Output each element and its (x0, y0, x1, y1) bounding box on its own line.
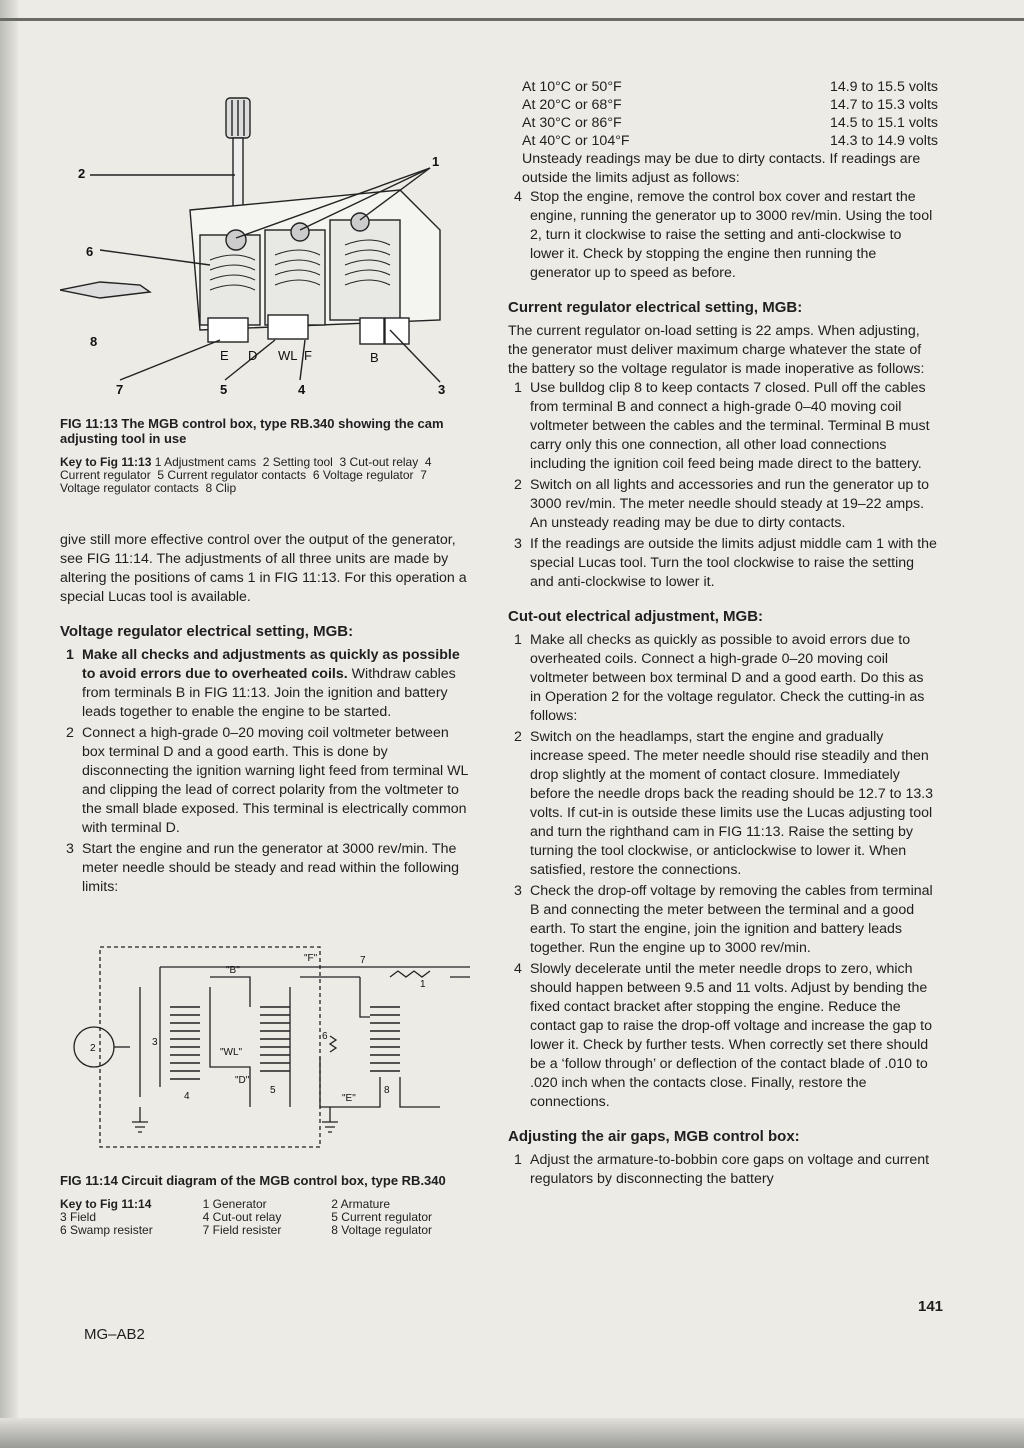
control-box-illustration (60, 60, 470, 410)
table-row (508, 78, 938, 96)
key-item: 5 Current regulator (331, 1210, 433, 1224)
list-item (508, 188, 938, 283)
key-item: 8 Clip (205, 481, 237, 495)
step-number: 2 (514, 729, 522, 745)
label-current-reg: 5 (270, 1085, 276, 1096)
label-swamp: 6 (322, 1031, 328, 1042)
terminal-F-label: F (304, 348, 312, 363)
limit-temp: At 20°C or 68°F (522, 97, 622, 113)
fig-11-14-caption: FIG 11:14 Circuit diagram of the MGB control box, type RB.340 (60, 1173, 446, 1188)
circuit-diagram (60, 927, 470, 1167)
air-gap-heading: Adjusting the air gaps, MGB control box: (508, 1128, 800, 1145)
voltage-regulator-heading: Voltage regulator electrical setting, MGB: (60, 623, 354, 640)
list-item (508, 728, 938, 880)
figure-11-13 (60, 60, 470, 410)
label-generator: 2 (90, 1043, 96, 1054)
label-armature: 1 (420, 979, 426, 990)
left-column (60, 60, 470, 1237)
table-row (508, 96, 938, 114)
air-gap-steps (508, 1151, 938, 1189)
fig-11-13-key (60, 456, 470, 495)
figure-11-14 (60, 927, 470, 1167)
voltage-steps (60, 646, 470, 897)
step-text: Withdraw cables from terminals B in FIG 11:13. Join the ignition and battery leads together to enable the engine to be started. (82, 666, 456, 720)
label-field-resister: 7 (360, 955, 366, 966)
table-row (508, 132, 938, 150)
key-item: 3 Cut-out relay (339, 455, 419, 469)
current-steps (508, 379, 938, 592)
key-item: 4 Cut-out relay (202, 1210, 282, 1224)
callout-1: 1 (432, 154, 440, 169)
key-item: 3 Field (60, 1210, 97, 1224)
list-item (508, 379, 938, 474)
step-number: 1 (66, 647, 74, 663)
callout-2: 2 (78, 166, 86, 181)
step-text: Start the engine and run the generator at 3000 rev/min. The meter needle should be steady and read within the following limits: (82, 841, 460, 895)
limit-value: 14.9 to 15.5 volts (829, 79, 938, 95)
step-text: Make all checks as quickly as possible to avoid errors due to overheated coils. Connect a high-grade 0–20 moving coil voltmeter between box terminal D and a good earth. Do this as in Operation 2 for the voltage regulator. Check the cutting-in as follows: (530, 632, 925, 724)
key-item: 4 Current regulator (60, 455, 432, 482)
list-item (60, 724, 470, 838)
cutout-heading: Cut-out electrical adjustment, MGB: (508, 608, 764, 625)
cutout-steps (508, 631, 938, 1112)
terminal-D-label: D (248, 348, 258, 363)
step-text: Switch on the headlamps, start the engine and gradually increase speed. The meter needle should rise steadily and then drop slightly at the moment of contact closure. Immediately before the needle drops back the reading should be 12.7 to 13.3 volts. If cut-in is outside these limits use the Lucas adjusting tool and turn the righthand cam in FIG 11:13. Raise the setting by turning the tool clockwise, or anticlockwise to lower it. When satisfied, restore the connections. (530, 729, 934, 878)
current-regulator-heading: Current regulator electrical setting, MGB: (508, 299, 803, 316)
step-text: Stop the engine, remove the control box cover and restart the engine, running the generator up to 3000 rev/min. Using the tool 2, turn it clockwise to raise the setting and anti-clockwise to lower it. Check by stopping the engine then running the generator up to speed as before. (530, 189, 933, 281)
terminal-E-label: E (220, 348, 229, 363)
step-number: 3 (514, 536, 522, 552)
key-item: 1 Generator (202, 1197, 267, 1211)
step-number: 4 (514, 189, 522, 205)
step-number: 3 (66, 841, 74, 857)
callout-4: 4 (298, 382, 306, 397)
key-item: 2 Setting tool (262, 455, 333, 469)
key-item: 6 Swamp resister (60, 1223, 153, 1237)
step-text: Switch on all lights and accessories and run the generator up to 3000 rev/min. The meter needle should steady at 19–22 amps. An unsteady reading may be due to dirty contacts. (530, 477, 930, 531)
page-number: 141 (918, 1298, 944, 1315)
step-number: 3 (514, 883, 522, 899)
page-edge (0, 1418, 1024, 1448)
list-item (60, 840, 470, 897)
callout-5: 5 (220, 382, 228, 397)
fig-11-13-caption: FIG 11:13 The MGB control box, type RB.340 showing the cam adjusting tool in use (60, 416, 444, 446)
step-number: 2 (66, 725, 74, 741)
list-item (508, 631, 938, 726)
list-item (60, 646, 470, 722)
label-terminal-D: "D" (235, 1075, 250, 1086)
limits-note: Unsteady readings may be due to dirty contacts. If readings are outside the limits adjust as follows: (522, 151, 921, 186)
current-intro: The current regulator on-load setting is 22 amps. When adjusting, the generator must deliver maximum charge whatever the state of the battery so the voltage regulator is made inoperative as follows: (508, 323, 925, 377)
label-terminal-F: "F" (304, 953, 318, 964)
label-terminal-B: "B" (226, 965, 240, 976)
intro-paragraph: give still more effective control over the output of the generator, see FIG 11:14. The adjustments of all three units are made by altering the positions of cams 1 in FIG 11:13. For this operation a special Lucas tool is available. (60, 532, 467, 605)
table-row (508, 114, 938, 132)
limit-temp: At 40°C or 104°F (522, 133, 630, 149)
step-text: Slowly decelerate until the meter needle drops to zero, which should happen between 9.5 and 11 volts. Adjust by bending the fixed contact bracket after stopping the engine. Reduce the contact gap to raise the drop-off voltage and increase the gap to lower it. Check by further tests. When correctly set there should be a ‘follow through’ or deflection of the contact blade of .010 to .020 inch when the contacts close. Finally, restore the connections. (530, 961, 932, 1110)
terminal-WL-label: WL (278, 348, 298, 363)
right-column (508, 78, 938, 1191)
limit-value: 14.7 to 15.3 volts (829, 97, 938, 113)
callout-8: 8 (90, 334, 98, 349)
label-cutout: 4 (184, 1091, 190, 1102)
voltage-limits-table (508, 78, 938, 150)
label-terminal-E: "E" (342, 1093, 356, 1104)
step-text: Connect a high-grade 0–20 moving coil voltmeter between box terminal D and a good earth. This is done by disconnecting the ignition warning light feed from terminal WL and clipping the lead of correct polarity from the voltmeter to the small blade exposed. This terminal is electrically common with terminal D. (82, 725, 468, 836)
key-item: 7 Field resister (202, 1223, 282, 1237)
key-item: 8 Voltage regulator (331, 1223, 433, 1237)
terminal-B-label: B (370, 350, 379, 365)
limit-temp: At 10°C or 50°F (522, 79, 622, 95)
key-item: 6 Voltage regulator (312, 468, 414, 482)
publication-code: MG–AB2 (84, 1326, 145, 1343)
fig-11-14-key-title: Key to Fig 11:14 (60, 1197, 152, 1211)
key-item: 2 Armature (331, 1197, 390, 1211)
step-number: 2 (514, 477, 522, 493)
limit-value: 14.3 to 14.9 volts (829, 133, 938, 149)
list-item (508, 535, 938, 592)
page-binding-shadow (0, 0, 18, 1448)
key-item: 5 Current regulator contacts (157, 468, 307, 482)
top-rule (0, 18, 1024, 21)
label-field: 3 (152, 1037, 158, 1048)
step-text: Use bulldog clip 8 to keep contacts 7 closed. Pull off the cables from terminal B and connect a high-grade 0–40 moving coil voltmeter between the cables and the terminal. Terminal B must carry only this one connection, all other load connections including the ignition coil feed being made direct to the battery. (530, 380, 930, 472)
step-text: Adjust the armature-to-bobbin core gaps on voltage and current regulators by disconnecting the battery (530, 1152, 930, 1187)
step-number: 1 (514, 380, 522, 396)
callout-6: 6 (86, 244, 94, 259)
label-voltage-reg: 8 (384, 1085, 390, 1096)
list-item (508, 960, 938, 1112)
step-number: 1 (514, 632, 522, 648)
step-number: 4 (514, 961, 522, 977)
fig-11-13-key-title: Key to Fig 11:13 (60, 455, 152, 469)
key-item: 7 Voltage regulator contacts (60, 468, 427, 495)
fig-11-14-key (60, 1198, 470, 1237)
label-terminal-WL: "WL" (220, 1047, 243, 1058)
limit-value: 14.5 to 15.1 volts (829, 115, 938, 131)
list-item (508, 476, 938, 533)
list-item (508, 882, 938, 958)
callout-7: 7 (116, 382, 124, 397)
step-strong-text: Make all checks and adjustments as quickly as possible to avoid errors due to overheated coils. (82, 647, 460, 682)
callout-3: 3 (438, 382, 446, 397)
step-text: If the readings are outside the limits adjust middle cam 1 with the special Lucas tool. Turn the tool clockwise to raise the setting and anti-clockwise to lower it. (530, 536, 937, 590)
list-item (508, 1151, 938, 1189)
voltage-step-4 (508, 188, 938, 283)
limit-temp: At 30°C or 86°F (522, 115, 622, 131)
step-number: 1 (514, 1152, 522, 1168)
step-text: Check the drop-off voltage by removing the cables from terminal B and connecting the meter between the terminal and a good earth. To start the engine, join the ignition and battery leads together. Run the engine up to 3000 rev/min. (530, 883, 933, 956)
key-item: 1 Adjustment cams (154, 455, 257, 469)
